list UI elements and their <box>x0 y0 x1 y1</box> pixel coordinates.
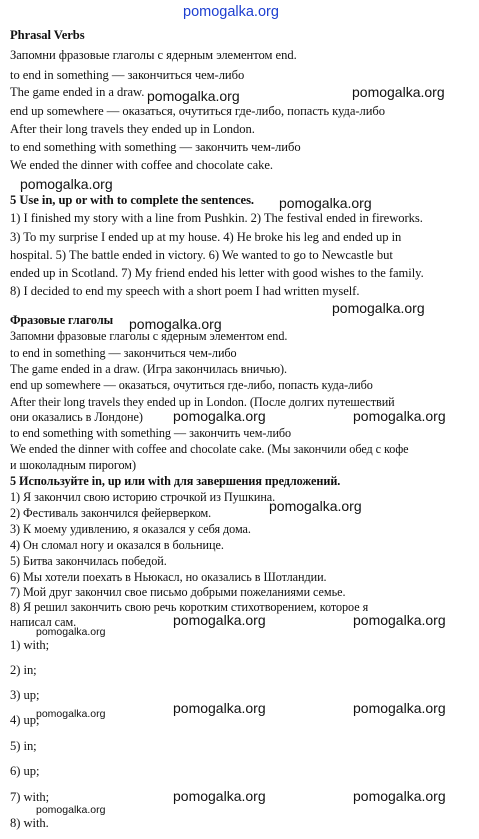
text-line: 8) I decided to end my speech with a short poem I had written myself. <box>10 284 360 298</box>
watermark: pomogalka.org <box>173 408 266 424</box>
text-line: We ended the dinner with coffee and chocolate cake. (Мы закончили обед с кофе <box>10 442 409 456</box>
text-line: 4) Он сломал ногу и оказался в больнице. <box>10 538 224 552</box>
watermark: pomogalka.org <box>352 84 445 100</box>
text-line: end up somewhere — оказаться, очутиться где-либо, попасть куда-либо <box>10 104 386 118</box>
text-line: написал сам. <box>10 615 77 629</box>
watermark: pomogalka.org <box>36 804 106 816</box>
watermark: pomogalka.org <box>269 498 362 514</box>
text-line: 3) К моему удивлению, я оказался у себя дома. <box>10 522 251 536</box>
watermark: pomogalka.org <box>36 626 106 638</box>
watermark: pomogalka.org <box>353 408 446 424</box>
text-line: After their long travels they ended up in London. (После долгих путешествий <box>10 395 395 409</box>
answer-line: 3) up; <box>10 688 40 702</box>
answer-line: 5) in; <box>10 739 37 753</box>
text-line: The game ended in a draw. (Игра закончилась вничью). <box>10 362 288 376</box>
text-line: We ended the dinner with coffee and chocolate cake. <box>10 158 273 172</box>
text-line: 5) Битва закончилась победой. <box>10 554 167 568</box>
text-line: они оказались в Лондоне) <box>10 410 143 424</box>
watermark: pomogalka.org <box>147 88 240 104</box>
text-line: to end something with something — закончить чем-либо <box>10 140 301 154</box>
text-line: to end in something — закончиться чем-либо <box>10 68 245 82</box>
answer-line: 6) up; <box>10 764 40 778</box>
text-line: ended up in Scotland. 7) My friend ended his letter with good wishes to the family. <box>10 266 424 280</box>
section-heading-russian: Фразовые глаголы <box>10 313 114 327</box>
watermark: pomogalka.org <box>353 612 446 628</box>
section-heading-phrasal-verbs: Phrasal Verbs <box>10 28 85 42</box>
text-line: 3) To my surprise I ended up at my house. 4) He broke his leg and ended up in <box>10 230 402 244</box>
text-line: Запомни фразовые глаголы с ядерным элементом end. <box>10 48 297 62</box>
text-line: Запомни фразовые глаголы с ядерным элементом end. <box>10 329 288 343</box>
exercise-heading-russian: 5 Используйте in, up или with для завершения предложений. <box>10 474 341 488</box>
watermark: pomogalka.org <box>332 300 425 316</box>
text-line: 6) Мы хотели поехать в Ньюкасл, но оказались в Шотландии. <box>10 570 327 584</box>
answer-line: 4) up; <box>10 713 40 727</box>
watermark: pomogalka.org <box>279 195 372 211</box>
text-line: 1) Я закончил свою историю строчкой из Пушкина. <box>10 490 276 504</box>
text-line: end up somewhere — оказаться, очутиться где-либо, попасть куда-либо <box>10 378 373 392</box>
answer-line: 7) with; <box>10 790 50 804</box>
watermark: pomogalka.org <box>129 316 222 332</box>
text-line: 1) I finished my story with a line from Pushkin. 2) The festival ended in fireworks. <box>10 211 423 225</box>
watermark: pomogalka.org <box>353 700 446 716</box>
watermark: pomogalka.org <box>36 708 106 720</box>
text-line: to end in something — закончиться чем-либо <box>10 346 237 360</box>
watermark: pomogalka.org <box>173 700 266 716</box>
text-line: 2) Фестиваль закончился фейерверком. <box>10 506 212 520</box>
text-line: 8) Я решил закончить свою речь коротким стихотворением, которое я <box>10 600 369 614</box>
answer-line: 1) with; <box>10 638 50 652</box>
text-line: 7) Мой друг закончил свое письмо добрыми пожеланиями семье. <box>10 585 346 599</box>
watermark-top: pomogalka.org <box>183 4 279 20</box>
watermark: pomogalka.org <box>20 176 113 192</box>
text-line: After their long travels they ended up in London. <box>10 122 255 136</box>
watermark: pomogalka.org <box>353 788 446 804</box>
exercise-heading: 5 Use in, up or with to complete the sentences. <box>10 193 255 207</box>
answer-line: 8) with. <box>10 816 49 830</box>
answer-line: 2) in; <box>10 663 37 677</box>
text-line: и шоколадным пирогом) <box>10 458 136 472</box>
text-line: hospital. 5) The battle ended in victory. 6) We wanted to go to Newcastle but <box>10 248 393 262</box>
watermark: pomogalka.org <box>173 612 266 628</box>
text-line: The game ended in a draw. <box>10 85 145 99</box>
text-line: to end something with something — закончить чем-либо <box>10 426 292 440</box>
watermark: pomogalka.org <box>173 788 266 804</box>
